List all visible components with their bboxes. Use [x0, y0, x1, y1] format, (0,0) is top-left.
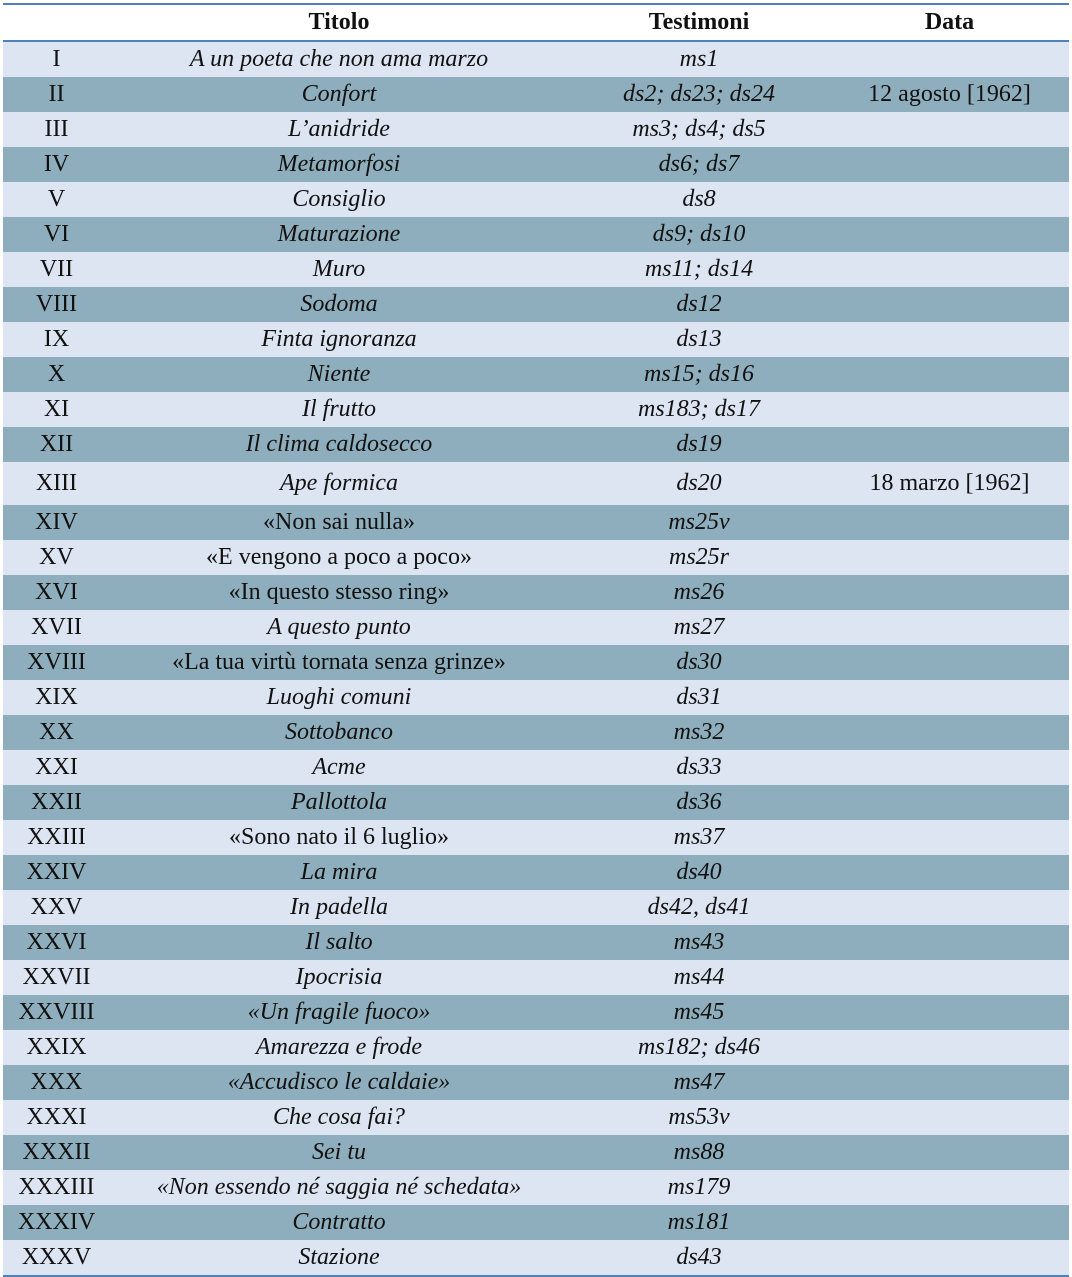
cell-title: L’anidride	[288, 116, 390, 142]
cell-number: XXI	[35, 754, 78, 780]
cell-testimoni: ms47	[673, 1069, 725, 1095]
cell-title: Amarezza e frode	[255, 1034, 423, 1060]
cell-number: X	[47, 361, 66, 387]
table-row	[3, 357, 1069, 392]
cell-number: IX	[43, 326, 70, 352]
cell-title: «Un fragile fuoco»	[247, 999, 431, 1025]
cell-date: 12 agosto [1962]	[868, 81, 1031, 107]
cell-title: «Non essendo né saggia né schedata»	[156, 1174, 522, 1200]
cell-number: XVI	[35, 579, 78, 605]
cell-number: XXV	[30, 894, 83, 920]
table-row	[3, 322, 1069, 357]
cell-number: XV	[39, 544, 74, 570]
cell-title: Stazione	[298, 1244, 380, 1270]
cell-number: XX	[39, 719, 74, 745]
cell-testimoni: ms3; ds4; ds5	[632, 116, 766, 142]
table-row	[3, 1135, 1069, 1170]
cell-title: Maturazione	[277, 221, 401, 247]
cell-number: VI	[43, 221, 70, 247]
cell-testimoni: ds8	[682, 186, 716, 212]
cell-testimoni: ms25r	[668, 544, 729, 570]
cell-number: XIX	[35, 684, 78, 710]
cell-title: «Non sai nulla»	[263, 509, 415, 535]
cell-number: XII	[39, 431, 74, 457]
table-row	[3, 42, 1069, 77]
cell-number: XIV	[35, 509, 78, 535]
table-row	[3, 610, 1069, 645]
cell-testimoni: ms32	[673, 719, 725, 745]
cell-number: XVII	[31, 614, 82, 640]
cell-number: VII	[39, 256, 74, 282]
cell-title: «In questo stesso ring»	[228, 579, 450, 605]
cell-testimoni: ds12	[676, 291, 722, 317]
cell-title: Il salto	[305, 929, 373, 955]
table-row	[3, 217, 1069, 252]
cell-testimoni: ms1	[679, 46, 719, 72]
cell-title: Il clima caldosecco	[245, 431, 433, 457]
cell-title: A un poeta che non ama marzo	[189, 46, 489, 72]
table-row	[3, 820, 1069, 855]
table-row	[3, 925, 1069, 960]
cell-testimoni: ms182; ds46	[637, 1034, 760, 1060]
table-row	[3, 1170, 1069, 1205]
table-row	[3, 750, 1069, 785]
cell-testimoni: ds31	[676, 684, 722, 710]
cell-testimoni: ds42, ds41	[647, 894, 751, 920]
cell-testimoni: ds43	[676, 1244, 722, 1270]
cell-title: Sottobanco	[285, 719, 393, 745]
cell-testimoni: ms26	[673, 579, 725, 605]
table-row	[3, 252, 1069, 287]
table-header	[3, 5, 1069, 42]
cell-testimoni: ms53v	[668, 1104, 730, 1130]
cell-testimoni: ms25v	[668, 509, 730, 535]
cell-testimoni: ms88	[673, 1139, 725, 1165]
table-row	[3, 1065, 1069, 1100]
table-row	[3, 785, 1069, 820]
cell-number: XXVII	[22, 964, 91, 990]
table-row	[3, 1100, 1069, 1135]
cell-number: VIII	[35, 291, 78, 317]
cell-testimoni: ms43	[673, 929, 725, 955]
cell-testimoni: ms179	[667, 1174, 731, 1200]
cell-title: Metamorfosi	[277, 151, 401, 177]
table-row	[3, 1240, 1069, 1275]
cell-number: IV	[43, 151, 70, 177]
table-row	[3, 112, 1069, 147]
table-row	[3, 147, 1069, 182]
cell-title: Finta ignoranza	[261, 326, 417, 352]
cell-number: XXXII	[22, 1139, 91, 1165]
cell-title: La mira	[300, 859, 378, 885]
table-row	[3, 182, 1069, 217]
table-row	[3, 680, 1069, 715]
cell-number: XXVIII	[18, 999, 95, 1025]
table-row	[3, 462, 1069, 505]
table-body	[3, 42, 1069, 1275]
table-row	[3, 427, 1069, 462]
cell-testimoni: ds9; ds10	[652, 221, 746, 247]
cell-testimoni: ms45	[673, 999, 725, 1025]
table-row	[3, 77, 1069, 112]
cell-title: «Sono nato il 6 luglio»	[228, 824, 449, 850]
cell-number: XVIII	[27, 649, 86, 675]
cell-title: Pallottola	[291, 789, 387, 815]
cell-title: «La tua virtù tornata senza grinze»	[172, 649, 506, 675]
cell-title: Il frutto	[301, 396, 376, 422]
cell-testimoni: ds33	[676, 754, 722, 780]
cell-testimoni: ds36	[676, 789, 722, 815]
cell-testimoni: ms44	[673, 964, 725, 990]
cell-title: Ape formica	[280, 470, 398, 496]
table-row	[3, 890, 1069, 925]
cell-title: Niente	[307, 361, 371, 387]
cell-testimoni: ms183; ds17	[637, 396, 760, 422]
cell-title: Contratto	[292, 1209, 386, 1235]
cell-number: XXX	[30, 1069, 83, 1095]
cell-testimoni: ds30	[676, 649, 722, 675]
header-testimoni: Testimoni	[648, 9, 750, 35]
table-row	[3, 1205, 1069, 1240]
table-row	[3, 540, 1069, 575]
table-row	[3, 505, 1069, 540]
cell-number: XXXIII	[18, 1174, 95, 1200]
cell-testimoni: ds2; ds23; ds24	[622, 81, 775, 107]
cell-title: Ipocrisia	[295, 964, 383, 990]
cell-number: XXII	[31, 789, 82, 815]
table-row	[3, 960, 1069, 995]
cell-number: XXIII	[27, 824, 86, 850]
table-row	[3, 715, 1069, 750]
cell-testimoni: ds13	[676, 326, 722, 352]
cell-number: XXIV	[26, 859, 87, 885]
table-row	[3, 287, 1069, 322]
cell-title: Luoghi comuni	[266, 684, 412, 710]
header-titolo: Titolo	[308, 9, 370, 35]
cell-title: «E vengono a poco a poco»	[206, 544, 472, 570]
cell-number: XXXIV	[17, 1209, 96, 1235]
cell-number: XXVI	[26, 929, 87, 955]
cell-testimoni: ds20	[676, 470, 722, 496]
table-row	[3, 645, 1069, 680]
cell-testimoni: ds6; ds7	[658, 151, 740, 177]
table-row	[3, 392, 1069, 427]
cell-title: Che cosa fai?	[273, 1104, 405, 1130]
cell-title: «Accudisco le caldaie»	[227, 1069, 451, 1095]
cell-title: Acme	[312, 754, 366, 780]
cell-number: XI	[43, 396, 70, 422]
cell-testimoni: ms11; ds14	[644, 256, 754, 282]
table-row	[3, 995, 1069, 1030]
cell-testimoni: ds40	[676, 859, 722, 885]
cell-title: Sodoma	[300, 291, 378, 317]
cell-number: III	[44, 116, 69, 142]
table-row	[3, 855, 1069, 890]
cell-number: XXXV	[21, 1244, 92, 1270]
cell-testimoni: ms15; ds16	[643, 361, 754, 387]
cell-number: XIII	[35, 470, 78, 496]
cell-title: Confort	[301, 81, 377, 107]
cell-number: I	[52, 46, 61, 72]
cell-number: II	[48, 81, 65, 107]
cell-title: Consiglio	[292, 186, 386, 212]
cell-number: V	[47, 186, 66, 212]
cell-title: Muro	[312, 256, 366, 282]
cell-testimoni: ds19	[676, 431, 722, 457]
cell-number: XXIX	[26, 1034, 87, 1060]
cell-title: In padella	[290, 894, 388, 920]
cell-number: XXXI	[26, 1104, 87, 1130]
cell-testimoni: ms37	[673, 824, 725, 850]
header-data: Data	[924, 9, 975, 35]
table-row	[3, 1030, 1069, 1065]
cell-title: A questo punto	[267, 614, 411, 640]
cell-date: 18 marzo [1962]	[869, 470, 1030, 496]
table-row	[3, 575, 1069, 610]
cell-title: Sei tu	[312, 1139, 366, 1165]
testimoni-table	[3, 3, 1069, 1277]
cell-testimoni: ms181	[667, 1209, 731, 1235]
cell-testimoni: ms27	[673, 614, 725, 640]
